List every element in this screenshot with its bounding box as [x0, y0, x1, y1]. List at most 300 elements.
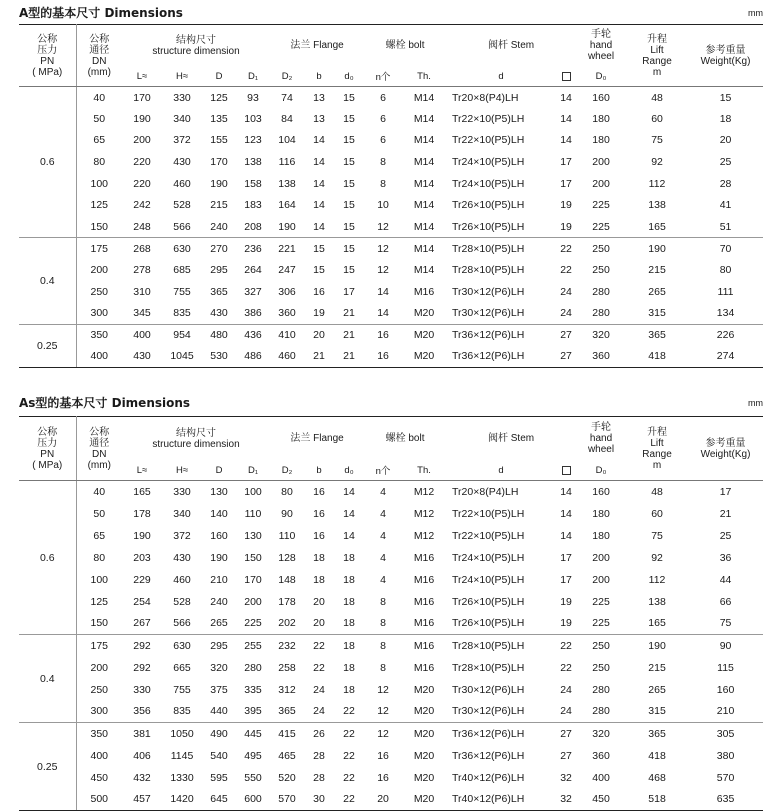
table-cell: 1330	[170, 771, 194, 784]
subheader-cell: d₀	[334, 461, 364, 481]
table-cell: 130	[244, 529, 262, 542]
table-cell: 200	[133, 134, 151, 147]
table-cell: 13	[313, 91, 325, 104]
table-cell: 24	[560, 285, 572, 298]
table-cell: 22	[560, 661, 572, 674]
table-cell: 225	[592, 199, 610, 212]
table-cell: 14	[560, 485, 572, 498]
subheader-cell: D	[202, 461, 236, 481]
table-row	[19, 481, 763, 503]
table-cell: M20	[402, 324, 446, 346]
header-text: 通径	[89, 44, 110, 56]
stem-thread-cell: Tr30×12(P6)LH	[452, 683, 525, 696]
table-cell: 170	[133, 91, 151, 104]
header-text: PN	[40, 55, 55, 67]
table-cell: 170	[210, 156, 228, 169]
table-a-unit: mm	[748, 8, 763, 18]
table-cell: 450	[90, 771, 109, 784]
table-cell: 232	[270, 635, 304, 657]
table-cell: 350	[76, 723, 122, 745]
table-cell: 160	[592, 91, 610, 104]
table-cell: 165	[648, 220, 666, 233]
table-cell: 210	[210, 573, 228, 586]
table-cell: 155	[210, 134, 228, 147]
table-cell: 180	[592, 507, 610, 520]
table-row	[19, 613, 763, 635]
table-cell: 41	[719, 199, 732, 212]
table-row	[19, 259, 763, 281]
header-handwheel	[576, 25, 626, 67]
table-cell: 19	[313, 306, 325, 319]
table-cell: 250	[90, 285, 109, 298]
table-cell: 15	[343, 91, 355, 104]
table-cell: 18	[313, 551, 325, 564]
table-row	[19, 789, 763, 811]
table-cell: M20	[402, 789, 446, 811]
table-cell: 345	[133, 306, 151, 319]
table-cell: 835	[173, 306, 191, 319]
table-row	[19, 281, 763, 303]
table-cell: 360	[592, 749, 610, 762]
table-cell: 685	[173, 264, 191, 277]
table-cell: 635	[688, 789, 763, 811]
table-cell: 6	[380, 134, 386, 147]
table-cell: 335	[244, 683, 262, 696]
table-cell: 350	[76, 324, 122, 346]
header-text: m	[652, 459, 662, 471]
table-cell: 24	[560, 705, 572, 718]
table-cell: 306	[278, 285, 296, 298]
table-cell: 15	[343, 199, 355, 212]
table-cell: 200	[90, 661, 109, 674]
table-cell: 225	[244, 617, 262, 630]
stem-square-header	[556, 461, 576, 481]
table-cell: 84	[281, 112, 293, 125]
table-cell: M14	[402, 238, 446, 260]
table-cell: 180	[592, 112, 610, 125]
table-cell: 138	[278, 177, 296, 190]
table-cell: 17	[560, 156, 572, 169]
table-cell: 80	[719, 264, 732, 277]
table-cell: 40	[93, 485, 106, 498]
table-cell: M14	[413, 156, 435, 169]
table-cell: 17	[560, 551, 572, 564]
table-cell: 48	[651, 91, 663, 104]
pn-cell: 0.4	[19, 635, 76, 723]
header-text: Lift	[650, 44, 664, 56]
header-row	[19, 25, 763, 67]
stem-thread-cell: Tr36×12(P6)LH	[452, 749, 525, 762]
header-text: 公称	[89, 33, 110, 45]
table-cell: 240	[210, 595, 228, 608]
table-cell: 190	[626, 635, 688, 657]
table-cell: 13	[313, 112, 325, 125]
table-cell: 4	[380, 485, 386, 498]
table-a-section	[0, 4, 779, 364]
table-cell: 550	[244, 771, 262, 784]
table-cell: 14	[560, 134, 572, 147]
table-cell: 250	[576, 635, 626, 657]
table-row	[19, 723, 763, 745]
table-cell: 12	[377, 220, 389, 233]
stem-thread-cell: Tr26×10(P5)LH	[452, 199, 525, 212]
table-cell: 480	[202, 324, 236, 346]
table-cell: 14	[313, 220, 325, 233]
header-text: 压力	[37, 437, 58, 449]
table-cell: 27	[556, 723, 576, 745]
table-cell: M14	[413, 264, 435, 277]
table-cell: 8	[380, 617, 386, 630]
subheader-cell: d	[446, 67, 556, 87]
table-cell: 111	[717, 285, 734, 298]
table-cell: 236	[236, 238, 270, 260]
table-cell: 432	[133, 771, 151, 784]
table-cell: 160	[210, 529, 228, 542]
header-text: 公称	[89, 426, 110, 438]
table-cell: 242	[133, 199, 151, 212]
header-text: (mm)	[87, 459, 111, 471]
table-cell: 430	[173, 551, 191, 564]
table-cell: 16	[364, 346, 402, 368]
table-cell: 460	[270, 346, 304, 368]
table-row	[19, 324, 763, 346]
table-a	[19, 24, 763, 368]
table-cell: 305	[688, 723, 763, 745]
table-cell: 190	[210, 177, 228, 190]
table-cell: 65	[93, 529, 106, 542]
table-cell: 14	[560, 91, 572, 104]
table-cell: 22	[343, 771, 355, 784]
table-cell: 14	[560, 112, 572, 125]
table-cell: 340	[173, 507, 191, 520]
table-cell: 250	[592, 661, 610, 674]
table-cell: 360	[278, 306, 296, 319]
table-cell: 226	[688, 324, 763, 346]
table-cell: 292	[122, 635, 162, 657]
table-cell: 170	[244, 573, 262, 586]
table-cell: 250	[576, 238, 626, 260]
table-cell: 18	[343, 617, 355, 630]
table-cell: 410	[270, 324, 304, 346]
table-cell: 755	[173, 285, 191, 298]
table-row	[19, 635, 763, 657]
table-cell: M16	[402, 635, 446, 657]
table-cell: M20	[413, 306, 435, 319]
table-cell: 160	[592, 485, 610, 498]
table-cell: 160	[716, 683, 735, 696]
table-cell: 22	[313, 661, 325, 674]
table-cell: 400	[122, 324, 162, 346]
table-cell: 178	[133, 507, 151, 520]
table-cell: 267	[133, 617, 151, 630]
table-cell: 450	[576, 789, 626, 811]
table-cell: 365	[626, 324, 688, 346]
table-cell: 315	[648, 306, 666, 319]
table-cell: 16	[313, 485, 325, 498]
table-cell: 116	[278, 156, 296, 169]
header-text: m	[652, 66, 662, 78]
pn-cell: 0.25	[19, 324, 76, 367]
table-cell: 100	[244, 485, 262, 498]
table-cell: 19	[560, 220, 572, 233]
table-cell: 16	[377, 749, 389, 762]
table-cell: 22	[334, 723, 364, 745]
table-row	[19, 216, 763, 238]
table-cell: 92	[651, 156, 663, 169]
table-cell: 90	[688, 635, 763, 657]
table-cell: 300	[90, 705, 109, 718]
table-cell: 21	[719, 507, 732, 520]
table-cell: 400	[90, 749, 109, 762]
table-cell: 125	[90, 199, 109, 212]
table-cell: 138	[648, 595, 666, 608]
header-pn	[19, 417, 76, 481]
table-cell: 1145	[170, 749, 194, 762]
table-cell: 50	[93, 507, 106, 520]
table-cell: 406	[133, 749, 151, 762]
table-cell: 44	[719, 573, 732, 586]
table-cell: 6	[380, 91, 386, 104]
table-cell: 66	[719, 595, 732, 608]
table-cell: 110	[278, 529, 296, 542]
table-cell: 755	[173, 683, 191, 696]
table-cell: 4	[380, 573, 386, 586]
table-cell: 570	[716, 771, 735, 784]
table-as-unit: mm	[748, 398, 763, 408]
table-cell: 28	[313, 749, 325, 762]
header-structure	[122, 25, 270, 67]
table-cell: 225	[592, 220, 610, 233]
header-weight	[688, 25, 763, 87]
table-cell: 36	[719, 551, 732, 564]
table-cell: 595	[210, 771, 228, 784]
header-text: DN	[92, 448, 107, 460]
table-cell: 100	[90, 177, 109, 190]
pn-cell: 0.6	[19, 87, 76, 238]
table-cell: 8	[380, 661, 386, 674]
table-cell: 14	[377, 306, 389, 319]
table-cell: 190	[626, 238, 688, 260]
table-cell: 16	[313, 285, 325, 298]
table-cell: 48	[651, 485, 663, 498]
table-cell: 175	[76, 238, 122, 260]
table-cell: 295	[210, 264, 228, 277]
table-cell: 103	[244, 112, 262, 125]
table-cell: 4	[380, 529, 386, 542]
table-cell: 278	[133, 264, 151, 277]
table-cell: 225	[592, 595, 610, 608]
table-cell: M16	[413, 551, 435, 564]
table-cell: 330	[173, 91, 191, 104]
table-cell: 190	[210, 551, 228, 564]
table-cell: 150	[90, 617, 109, 630]
table-row	[19, 701, 763, 723]
table-cell: 600	[236, 789, 270, 811]
table-cell: 15	[719, 91, 732, 104]
table-cell: 12	[364, 723, 402, 745]
table-cell: 380	[716, 749, 735, 762]
table-cell: 190	[278, 220, 296, 233]
stem-thread-cell: Tr40×12(P6)LH	[446, 789, 556, 811]
table-cell: 645	[202, 789, 236, 811]
table-cell: 22	[556, 635, 576, 657]
stem-thread-cell: Tr36×12(P6)LH	[446, 324, 556, 346]
table-cell: 19	[560, 595, 572, 608]
table-cell: 630	[162, 238, 202, 260]
table-row	[19, 302, 763, 324]
table-cell: 4	[380, 507, 386, 520]
table-cell: 19	[560, 199, 572, 212]
table-cell: 19	[560, 617, 572, 630]
stem-thread-cell: Tr36×12(P6)LH	[446, 723, 556, 745]
table-cell: 430	[122, 346, 162, 368]
table-cell: 375	[210, 683, 228, 696]
table-cell: 15	[313, 264, 325, 277]
header-text: Lift	[650, 437, 664, 449]
table-cell: 164	[278, 199, 296, 212]
header-stem: 阀杆 Stem	[487, 40, 535, 52]
table-cell: 80	[93, 156, 106, 169]
table-cell: 60	[651, 507, 663, 520]
stem-thread-cell: Tr22×10(P5)LH	[452, 507, 525, 520]
header-text: Weight(Kg)	[700, 448, 751, 460]
table-cell: 18	[343, 551, 355, 564]
table-cell: 178	[278, 595, 296, 608]
table-cell: 528	[173, 199, 191, 212]
stem-thread-cell: Tr20×8(P4)LH	[452, 485, 519, 498]
table-cell: 80	[93, 551, 106, 564]
table-cell: 14	[343, 507, 355, 520]
table-row	[19, 173, 763, 195]
table-cell: 229	[133, 573, 151, 586]
table-cell: 495	[244, 749, 262, 762]
table-cell: 21	[334, 346, 364, 368]
subheader-cell: Th.	[402, 461, 446, 481]
stem-thread-cell: Tr22×10(P5)LH	[452, 112, 525, 125]
table-cell: 165	[648, 617, 666, 630]
table-row	[19, 767, 763, 789]
table-cell: 200	[244, 595, 262, 608]
table-cell: 247	[278, 264, 296, 277]
table-cell: 22	[304, 635, 334, 657]
table-cell: 395	[244, 705, 262, 718]
table-cell: 200	[592, 177, 610, 190]
table-cell: 135	[210, 112, 228, 125]
table-row	[19, 130, 763, 152]
subheader-cell: d	[446, 461, 556, 481]
table-cell: 300	[90, 306, 109, 319]
table-cell: 130	[210, 485, 228, 498]
table-cell: M16	[413, 285, 435, 298]
table-cell: 295	[202, 635, 236, 657]
table-cell: 30	[304, 789, 334, 811]
subheader-cell: D₂	[270, 67, 304, 87]
table-cell: 415	[270, 723, 304, 745]
table-cell: 315	[648, 705, 666, 718]
stem-thread-cell: Tr28×10(P5)LH	[446, 238, 556, 260]
table-cell: 372	[173, 134, 191, 147]
table-cell: 255	[236, 635, 270, 657]
table-cell: 50	[93, 112, 106, 125]
table-cell: M12	[413, 507, 435, 520]
table-cell: 183	[244, 199, 262, 212]
header-text: 升程	[647, 426, 668, 438]
header-text: wheel	[587, 51, 615, 63]
table-cell: 115	[717, 661, 734, 674]
table-cell: 258	[278, 661, 296, 674]
table-cell: M20	[402, 346, 446, 368]
stem-thread-cell: Tr26×10(P5)LH	[452, 220, 525, 233]
table-cell: 280	[592, 683, 610, 696]
table-cell: 18	[343, 595, 355, 608]
table-cell: 292	[133, 661, 151, 674]
stem-thread-cell: Tr22×10(P5)LH	[452, 134, 525, 147]
table-cell: 18	[343, 661, 355, 674]
table-cell: 80	[281, 485, 293, 498]
table-cell: 665	[173, 661, 191, 674]
table-cell: 500	[76, 789, 122, 811]
table-cell: 21	[334, 324, 364, 346]
table-cell: 203	[133, 551, 151, 564]
table-cell: 26	[304, 723, 334, 745]
table-cell: 418	[648, 749, 666, 762]
table-cell: 570	[270, 789, 304, 811]
table-cell: 20	[364, 789, 402, 811]
table-cell: 225	[592, 617, 610, 630]
table-cell: 15	[343, 156, 355, 169]
table-cell: 12	[377, 264, 389, 277]
header-pn	[19, 25, 76, 87]
table-cell: 90	[281, 507, 293, 520]
subheader-cell: b	[304, 461, 334, 481]
table-cell: M14	[413, 177, 435, 190]
header-text: PN	[40, 448, 55, 460]
table-cell: 75	[651, 134, 663, 147]
table-cell: 125	[210, 91, 228, 104]
table-cell: 365	[278, 705, 296, 718]
square-icon	[562, 466, 571, 475]
table-cell: 835	[173, 705, 191, 718]
stem-thread-cell: Tr28×10(P5)LH	[452, 661, 525, 674]
table-cell: 1045	[162, 346, 202, 368]
table-cell: 28	[313, 771, 325, 784]
table-cell: 24	[560, 683, 572, 696]
subheader-cell: H≈	[162, 461, 202, 481]
table-cell: 14	[313, 156, 325, 169]
stem-thread-cell: Tr26×10(P5)LH	[452, 617, 525, 630]
table-cell: 445	[236, 723, 270, 745]
table-cell: 180	[592, 529, 610, 542]
subheader-cell: L≈	[122, 67, 162, 87]
table-cell: 16	[313, 529, 325, 542]
table-cell: 60	[651, 112, 663, 125]
table-cell: 457	[122, 789, 162, 811]
header-text: 公称	[37, 426, 58, 438]
table-cell: M14	[413, 199, 435, 212]
table-cell: 254	[133, 595, 151, 608]
table-cell: 15	[343, 264, 355, 277]
table-cell: 330	[133, 683, 151, 696]
table-cell: M16	[413, 617, 435, 630]
table-cell: 65	[93, 134, 106, 147]
header-text: 结构尺寸	[176, 427, 216, 439]
header-text: structure dimension	[152, 438, 240, 450]
table-cell: 25	[719, 156, 732, 169]
table-cell: 220	[133, 177, 151, 190]
table-cell: 22	[343, 705, 355, 718]
table-cell: 200	[592, 573, 610, 586]
table-cell: M14	[413, 112, 435, 125]
